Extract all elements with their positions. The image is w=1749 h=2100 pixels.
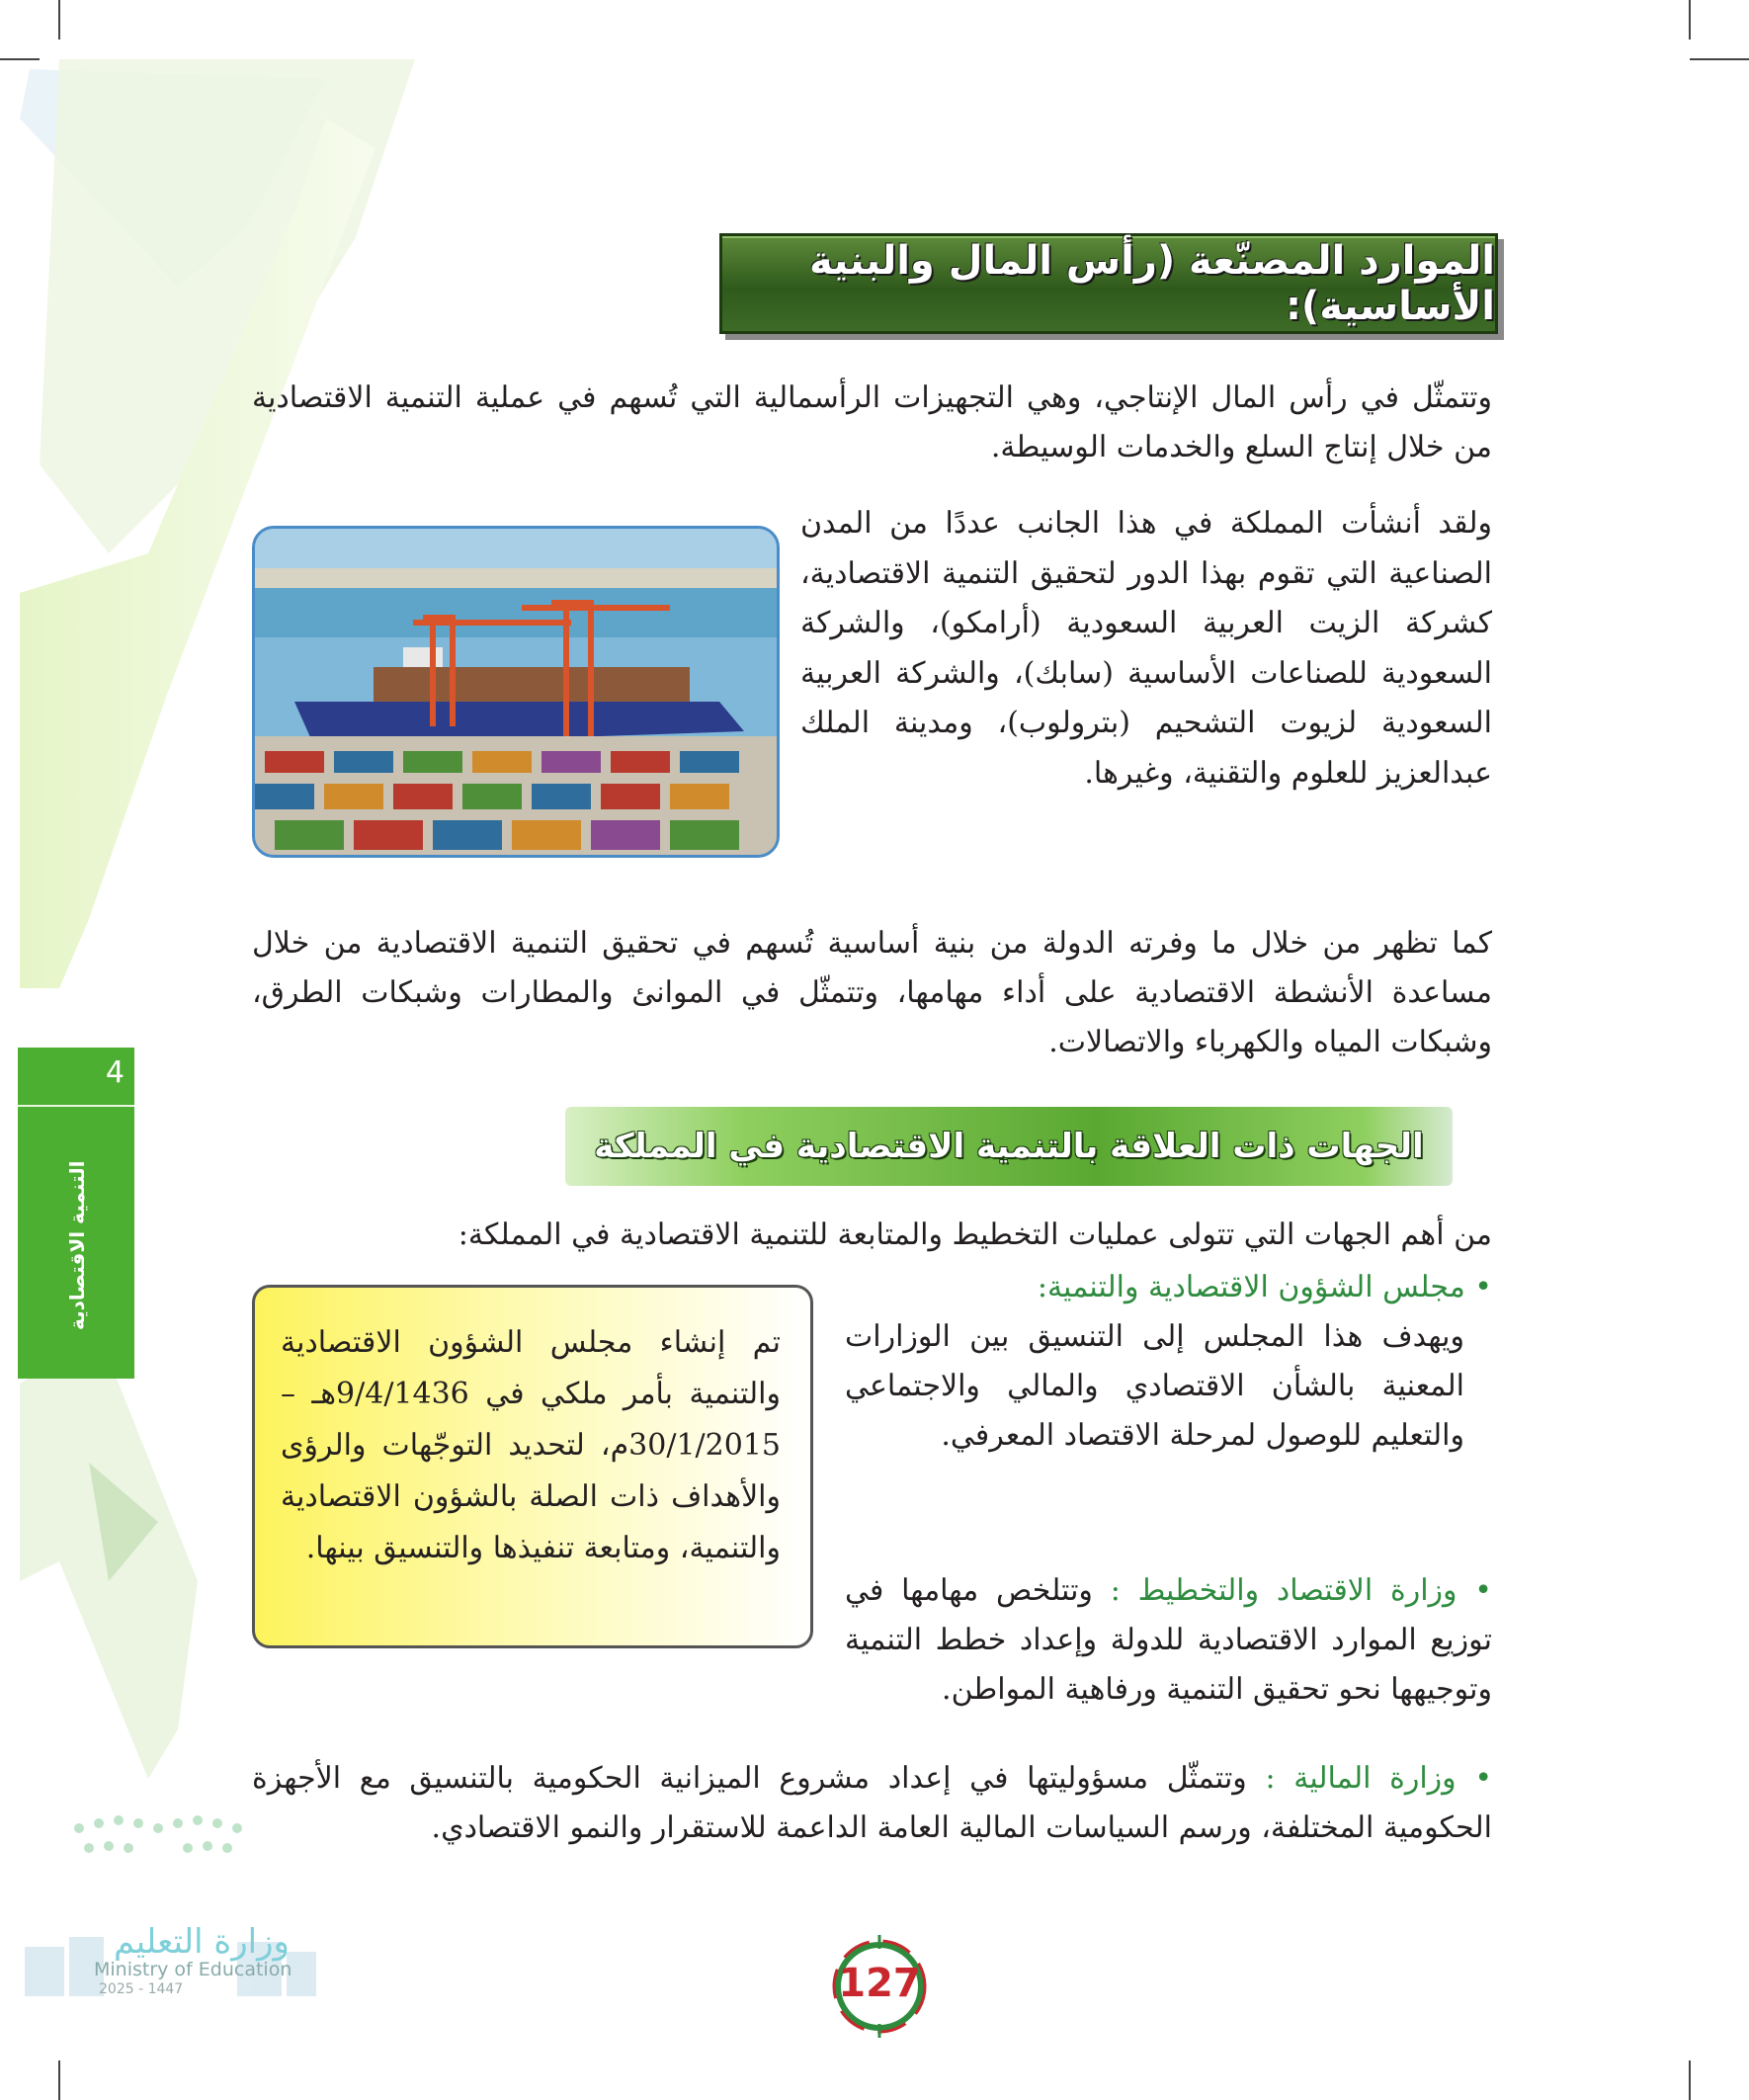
bullet-title: مجلس الشؤون الاقتصادية والتنمية: [1037,1270,1465,1304]
logo-english-text: Ministry of Education [94,1959,292,1980]
bullet-economic-council [845,1263,1492,1461]
paragraph-capital: وتتمثّل في رأس المال الإنتاجي، وهي التجهيزات الرأسمالية التي تُسهم في عملية التنمية الاقتصادية من خلال إنتاج السلع والخدمات الوسيطة. [252,380,1492,464]
chapter-number: 4 [105,1055,125,1090]
heading-text: الموارد المصنّعة (رأس المال والبنية الأساسية): [808,238,1495,329]
section-heading-manufactured-resources [719,233,1498,334]
logo-arabic-text: وزارة التعليم [114,1922,290,1962]
heading2-text: الجهات ذات العلاقة بالتنمية الاقتصادية في المملكة [594,1127,1424,1166]
paragraph-industrial-cities: ولقد أنشأت المملكة في هذا الجانب عددًا من المدن الصناعية التي تقوم بهذا الدور لتحقيق التنمية الاقتصادية، كشركة الزيت العربية السعودية (أرامكو)، والشركة السعودية للصناعات الأساسية (سابك)، والشركة العربية السعودية لزيوت التشحيم (بترولوب)، ومدينة الملك عبدالعزيز للعلوم والتقنية، وغيرها. [800,506,1492,791]
port-photo [252,526,780,858]
paragraph-infrastructure: كما تظهر من خلال ما وفرته الدولة من بنية أساسية تُسهم في تحقيق التنمية الاقتصادية من خلال مساعدة الأنشطة الاقتصادية على أداء مهامها، وتتمثّل في الموانئ والمطارات وشبكات الطرق، وشبكات المياه والكهرباء والاتصالات. [252,926,1492,1059]
bullet-economy-ministry [845,1566,1492,1715]
bullet-finance-ministry [252,1754,1492,1853]
chapter-title: التنمية الاقتصادية [65,1160,89,1330]
info-callout-box: تم إنشاء مجلس الشؤون الاقتصادية والتنمية بأمر ملكي في 9/4/1436هـ – 30/1/2015م، لتحديد التوجّهات والرؤى والأهداف ذات الصلة بالشؤون الاقتصادية والتنمية، ومتابعة تنفيذها والتنسيق بينها. [252,1285,813,1648]
logo-year-text: 2025 - 1447 [99,1981,184,1997]
bullet-dot: • [1464,1270,1492,1304]
bullet-body: ويهدف هذا المجلس إلى التنسيق بين الوزارات المعنية بالشأن الاقتصادي والمالي والاجتماعي والتعليم للوصول لمرحلة الاقتصاد المعرفي. [845,1319,1464,1453]
intro-text: من أهم الجهات التي تتولى عمليات التخطيط والمتابعة للتنمية الاقتصادية في المملكة: [458,1218,1492,1252]
chapter-side-tab [18,1048,134,1379]
bullet-body: وتتلخص مهامها في توزيع الموارد الاقتصادية للدولة وإعداد خطط التنمية وتوجيهها نحو تحقيق التنمية ورفاهية المواطن. [845,1573,1492,1707]
bullet-body: وتتمثّل مسؤوليتها في إعداد مشروع الميزانية الحكومية بالتنسيق مع الأجهزة الحكومية المختلفة، ورسم السياسات المالية العامة الداعمة للاستقرار والنمو الاقتصادي. [252,1761,1492,1845]
bullet-title: وزارة المالية : [1265,1761,1457,1796]
bullet-title: وزارة الاقتصاد والتخطيط : [1110,1573,1458,1608]
page-number-badge [828,1935,931,2038]
tab-divider [18,1105,134,1107]
bullet-dot: • [1457,1573,1493,1608]
bullet-dot: • [1456,1761,1493,1796]
page-number: 127 [838,1961,921,2006]
section-heading-related-bodies [565,1107,1453,1186]
ministry-logo [20,1769,316,1996]
